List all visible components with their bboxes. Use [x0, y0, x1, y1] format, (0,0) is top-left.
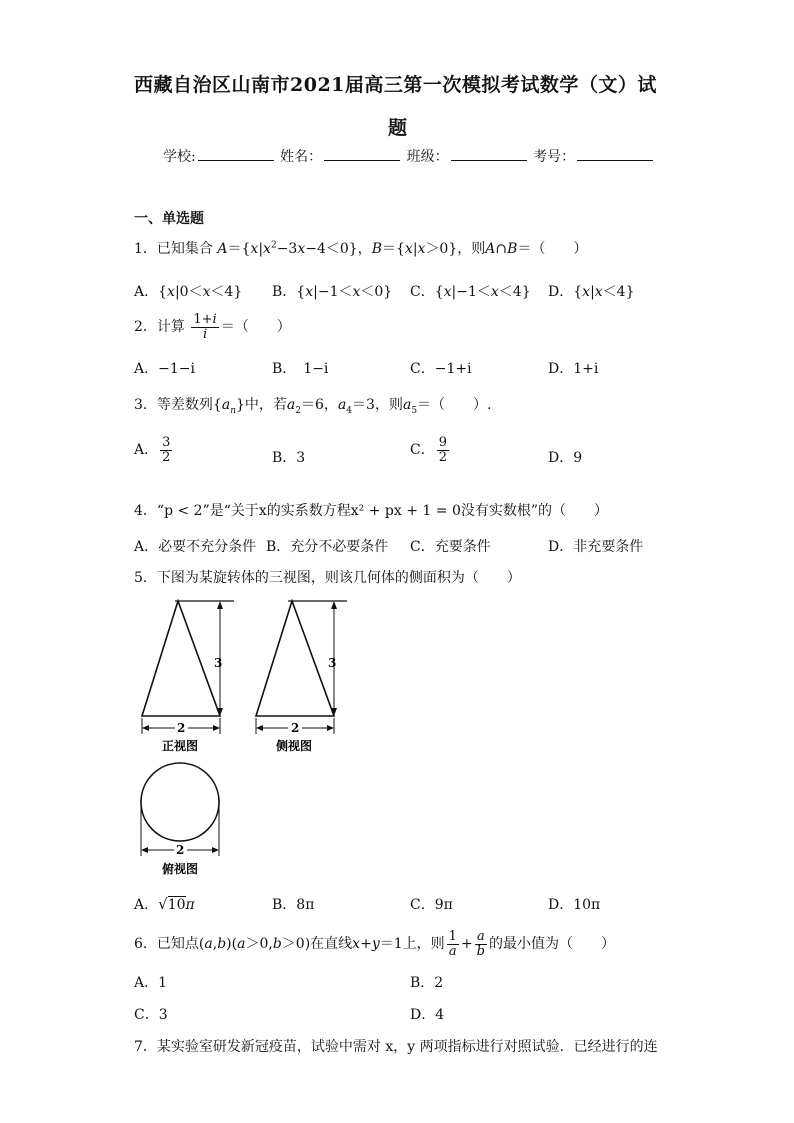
side-width-label: 2 — [291, 721, 300, 735]
q3-option-d[interactable]: D．9 — [548, 450, 583, 466]
q3-option-b[interactable]: B．3 — [272, 450, 306, 466]
top-view — [141, 763, 219, 876]
front-width-label: 2 — [177, 721, 186, 735]
q2-option-b[interactable]: B． 1−i — [272, 361, 329, 377]
name-blank[interactable] — [324, 148, 400, 161]
q2-option-a[interactable]: A．−1−i — [134, 361, 195, 377]
question-7: 7．某实验室研发新冠疫苗，试验中需对 x，y 两项指标进行对照试验．已经进行的连 — [134, 1039, 658, 1055]
side-view-label: 侧视图 — [276, 739, 313, 753]
school-blank[interactable] — [198, 148, 274, 161]
three-view-figure — [130, 594, 360, 884]
q5-option-a[interactable]: A．√10π — [134, 895, 195, 913]
question-5: 5．下图为某旋转体的三视图，则该几何体的侧面积为（ ） — [134, 570, 521, 586]
front-height-label: 3 — [214, 656, 223, 670]
question-4: 4．“p < 2”是“关于x的实系数方程x² + px + 1 = 0没有实数根”的（ ） — [134, 503, 609, 519]
q4-option-d[interactable]: D．非充要条件 — [548, 539, 644, 555]
q1-option-b[interactable]: B．{x|−1＜x＜0} — [272, 284, 393, 300]
class-label: 班级： — [406, 149, 449, 165]
q5-option-b[interactable]: B．8π — [272, 897, 315, 913]
q4-option-a[interactable]: A．必要不充分条件 — [134, 539, 257, 555]
exam-no-label: 考号： — [533, 149, 576, 165]
side-height-label: 3 — [328, 656, 337, 670]
q4-option-c[interactable]: C．充要条件 — [410, 539, 491, 555]
side-view — [256, 601, 347, 753]
q6-option-b[interactable]: B．2 — [410, 975, 444, 991]
question-6: 6．已知点(a,b)(a＞0,b＞0)在直线x+y＝1上，则 $\frac{1}{a}$ + $\frac{a}{b}$ 的最小值为（ ） — [134, 929, 615, 959]
top-width-label: 2 — [176, 843, 185, 857]
question-2: 2．计算 $\frac{1+i}{i}$ ＝（ ） — [134, 312, 291, 342]
exam-no-blank[interactable] — [577, 148, 653, 161]
q6-option-d[interactable]: D．4 — [410, 1007, 445, 1023]
q1-option-c[interactable]: C．{x|−1＜x＜4} — [410, 284, 531, 300]
q6-option-c[interactable]: C．3 — [134, 1007, 168, 1023]
school-label: 学校: — [163, 149, 196, 165]
q5-option-d[interactable]: D．10π — [548, 897, 601, 913]
name-label: 姓名： — [280, 149, 323, 165]
q2-option-c[interactable]: C．−1+i — [410, 361, 472, 377]
q3-option-a[interactable]: A． $\frac{3}{2}$ — [134, 435, 171, 465]
question-3: 3．等差数列$\{a_n\}$中，若$a_2=6$，$a_4=3$，则$a_5=$（ ）. — [134, 397, 492, 416]
q3-option-c[interactable]: C． $\frac{9}{2}$ — [410, 435, 447, 465]
q1-option-d[interactable]: D．{x|x＜4} — [548, 284, 635, 300]
front-view — [142, 601, 234, 753]
fraction-1-plus-i-over-i: $\frac{1+i}{i}$ — [193, 312, 217, 342]
page-title-line1: 西藏自治区山南市2021届高三第一次模拟考试数学（文）试 — [134, 74, 657, 96]
q1-option-a[interactable]: A．{x|0＜x＜4} — [134, 284, 243, 300]
q2-option-d[interactable]: D．1+i — [548, 361, 599, 377]
top-view-label: 俯视图 — [162, 862, 199, 876]
q4-option-b[interactable]: B．充分不必要条件 — [266, 539, 389, 555]
front-view-label: 正视图 — [162, 739, 199, 753]
q6-option-a[interactable]: A．1 — [134, 975, 168, 991]
question-1: 1．已知集合 $A=\{x|x^2-3x-4<0\}$，B＝{x|x＞0}，则A∩B＝（ ） — [134, 240, 588, 257]
page-title-line2: 题 — [388, 117, 408, 139]
class-blank[interactable] — [451, 148, 527, 161]
section-heading: 一、单选题 — [134, 211, 204, 227]
student-info-row — [163, 146, 655, 166]
q5-option-c[interactable]: C．9π — [410, 897, 453, 913]
